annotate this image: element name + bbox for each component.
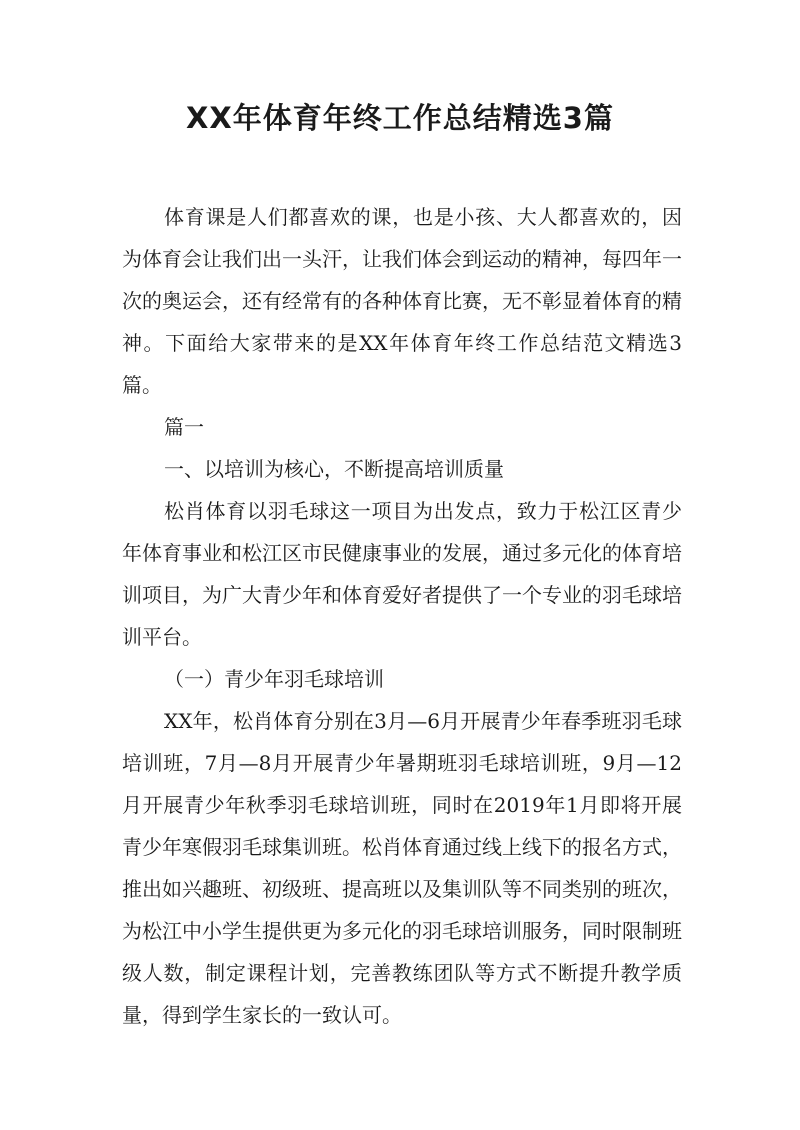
youth-badminton-paragraph: XX年，松肖体育分别在3月—6月开展青少年春季班羽毛球培训班，7月—8月开展青少年暑期班羽毛球培训班，9月—12月开展青少年秋季羽毛球培训班，同时在2019年1月即将开展青少年寒假羽毛球集训班。松肖体育通过线上线下的报名方式，推出如兴趣班、初级班、提高班以及集训队等不同类别的班次，为松江中小学生提供更为多元化的羽毛球培训服务，同时限制班级人数，制定课程计划，完善教练团队等方式不断提升教学质量，得到学生家长的一致认可。: [122, 709, 682, 1027]
document-body: [122, 196, 682, 1036]
document-title: XX年体育年终工作总结精选3篇: [186, 101, 614, 135]
intro-paragraph: 体育课是人们都喜欢的课，也是小孩、大人都喜欢的，因为体育会让我们出一头汗，让我们体会到运动的精神，每四年一次的奥运会，还有经常有的各种体育比赛，无不彰显着体育的精神。下面给大家带来的是XX年体育年终工作总结范文精选3篇。: [122, 205, 682, 397]
subsection-heading-youth-badminton: （一）青少年羽毛球培训: [164, 667, 384, 691]
training-paragraph: 松肖体育以羽毛球这一项目为出发点，致力于松江区青少年体育事业和松江区市民健康事业的发展，通过多元化的体育培训项目，为广大青少年和体育爱好者提供了一个专业的羽毛球培训平台。: [122, 499, 682, 649]
section-label-part-one: 篇一: [164, 415, 204, 439]
section-heading-training: 一、以培训为核心，不断提高培训质量: [164, 457, 504, 481]
